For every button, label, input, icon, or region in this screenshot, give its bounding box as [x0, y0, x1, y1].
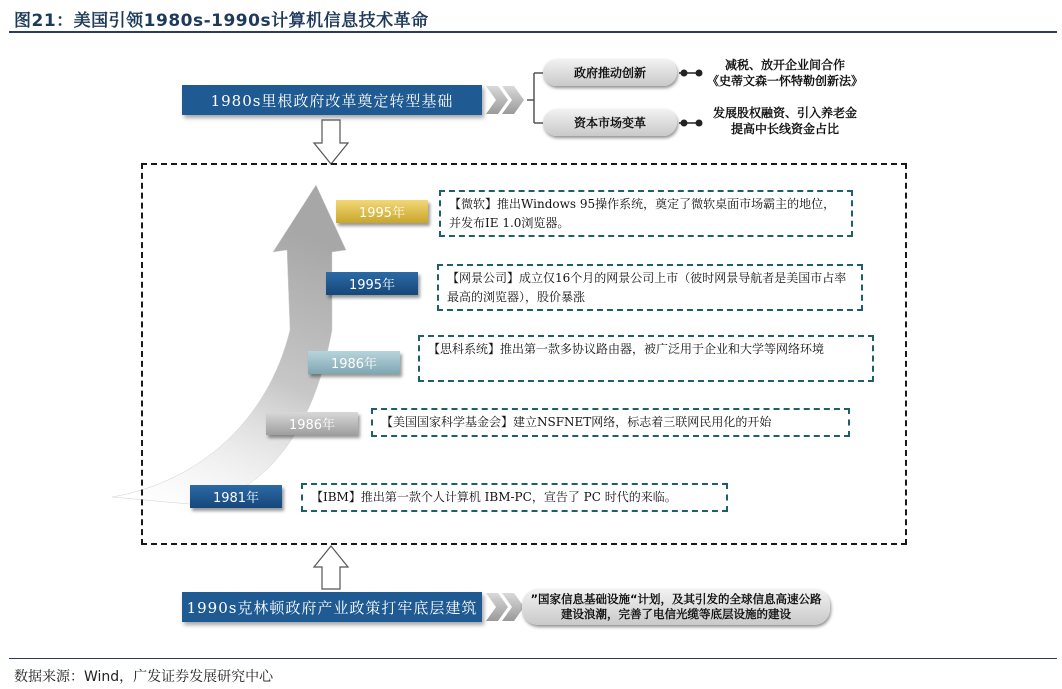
- event-box: 【微软】推出Windows 95操作系统，奠定了微软桌面市场霸主的地位，并发布IE 1.0浏览器。: [439, 190, 853, 237]
- note-line: 《史蒂文森一怀特勒创新法》: [706, 74, 863, 88]
- clinton-policy-bar: 1990s克林顿政府产业政策打牢底层建筑: [182, 592, 482, 622]
- figure-title: 图21：美国引领1980s-1990s计算机信息技术革命: [14, 11, 429, 31]
- year-badge: 1995年: [336, 200, 428, 223]
- connector-dot-icon: [679, 70, 703, 77]
- note-line: 提高中长线资金占比: [730, 122, 839, 136]
- bottom-rule: [9, 658, 1057, 659]
- capital-market-pill: 资本市场变革: [543, 109, 677, 136]
- year-badge: 1981年: [190, 485, 282, 508]
- hollow-up-arrow-icon: [314, 546, 348, 589]
- year-badge: 1995年: [326, 272, 418, 295]
- infrastructure-note-pill: ”国家信息基础设施“计划，及其引发的全球信息高速公路建设浪潮，完善了电信光缆等底层设施的建设: [522, 589, 830, 625]
- event-box: 【美国国家科学基金会】建立NSFNET网络，标志着三联网民用化的开始: [371, 408, 850, 437]
- reagan-reform-bar: 1980s里根政府改革奠定转型基础: [182, 85, 482, 115]
- double-chevron-right-icon: [486, 593, 524, 621]
- event-box: 【网景公司】成立仅16个月的网景公司上市（彼时网景导航者是美国市占率最高的浏览器），股价暴涨: [437, 264, 863, 311]
- event-box: 【思科系统】推出第一款多协议路由器，被广泛用于企业和大学等网络环境: [418, 335, 874, 382]
- note-line: 减税、放开企业间合作: [724, 58, 845, 72]
- connector-dot-icon: [679, 120, 703, 127]
- double-chevron-right-icon: [486, 86, 524, 114]
- event-box: 【IBM】推出第一款个人计算机 IBM-PC，宣告了 PC 时代的来临。: [301, 483, 728, 512]
- note-line: 发展股权融资、引入养老金: [712, 106, 857, 120]
- branch-bracket: [527, 73, 543, 123]
- year-badge: 1986年: [266, 412, 358, 435]
- hollow-down-arrow-icon: [314, 120, 348, 164]
- source-note: 数据来源：Wind，广发证券发展研究中心: [14, 669, 274, 685]
- gov-innovation-note: [705, 57, 865, 89]
- year-badge: 1986年: [308, 351, 400, 374]
- gov-innovation-pill: 政府推动创新: [543, 59, 677, 86]
- capital-market-note: [705, 105, 865, 137]
